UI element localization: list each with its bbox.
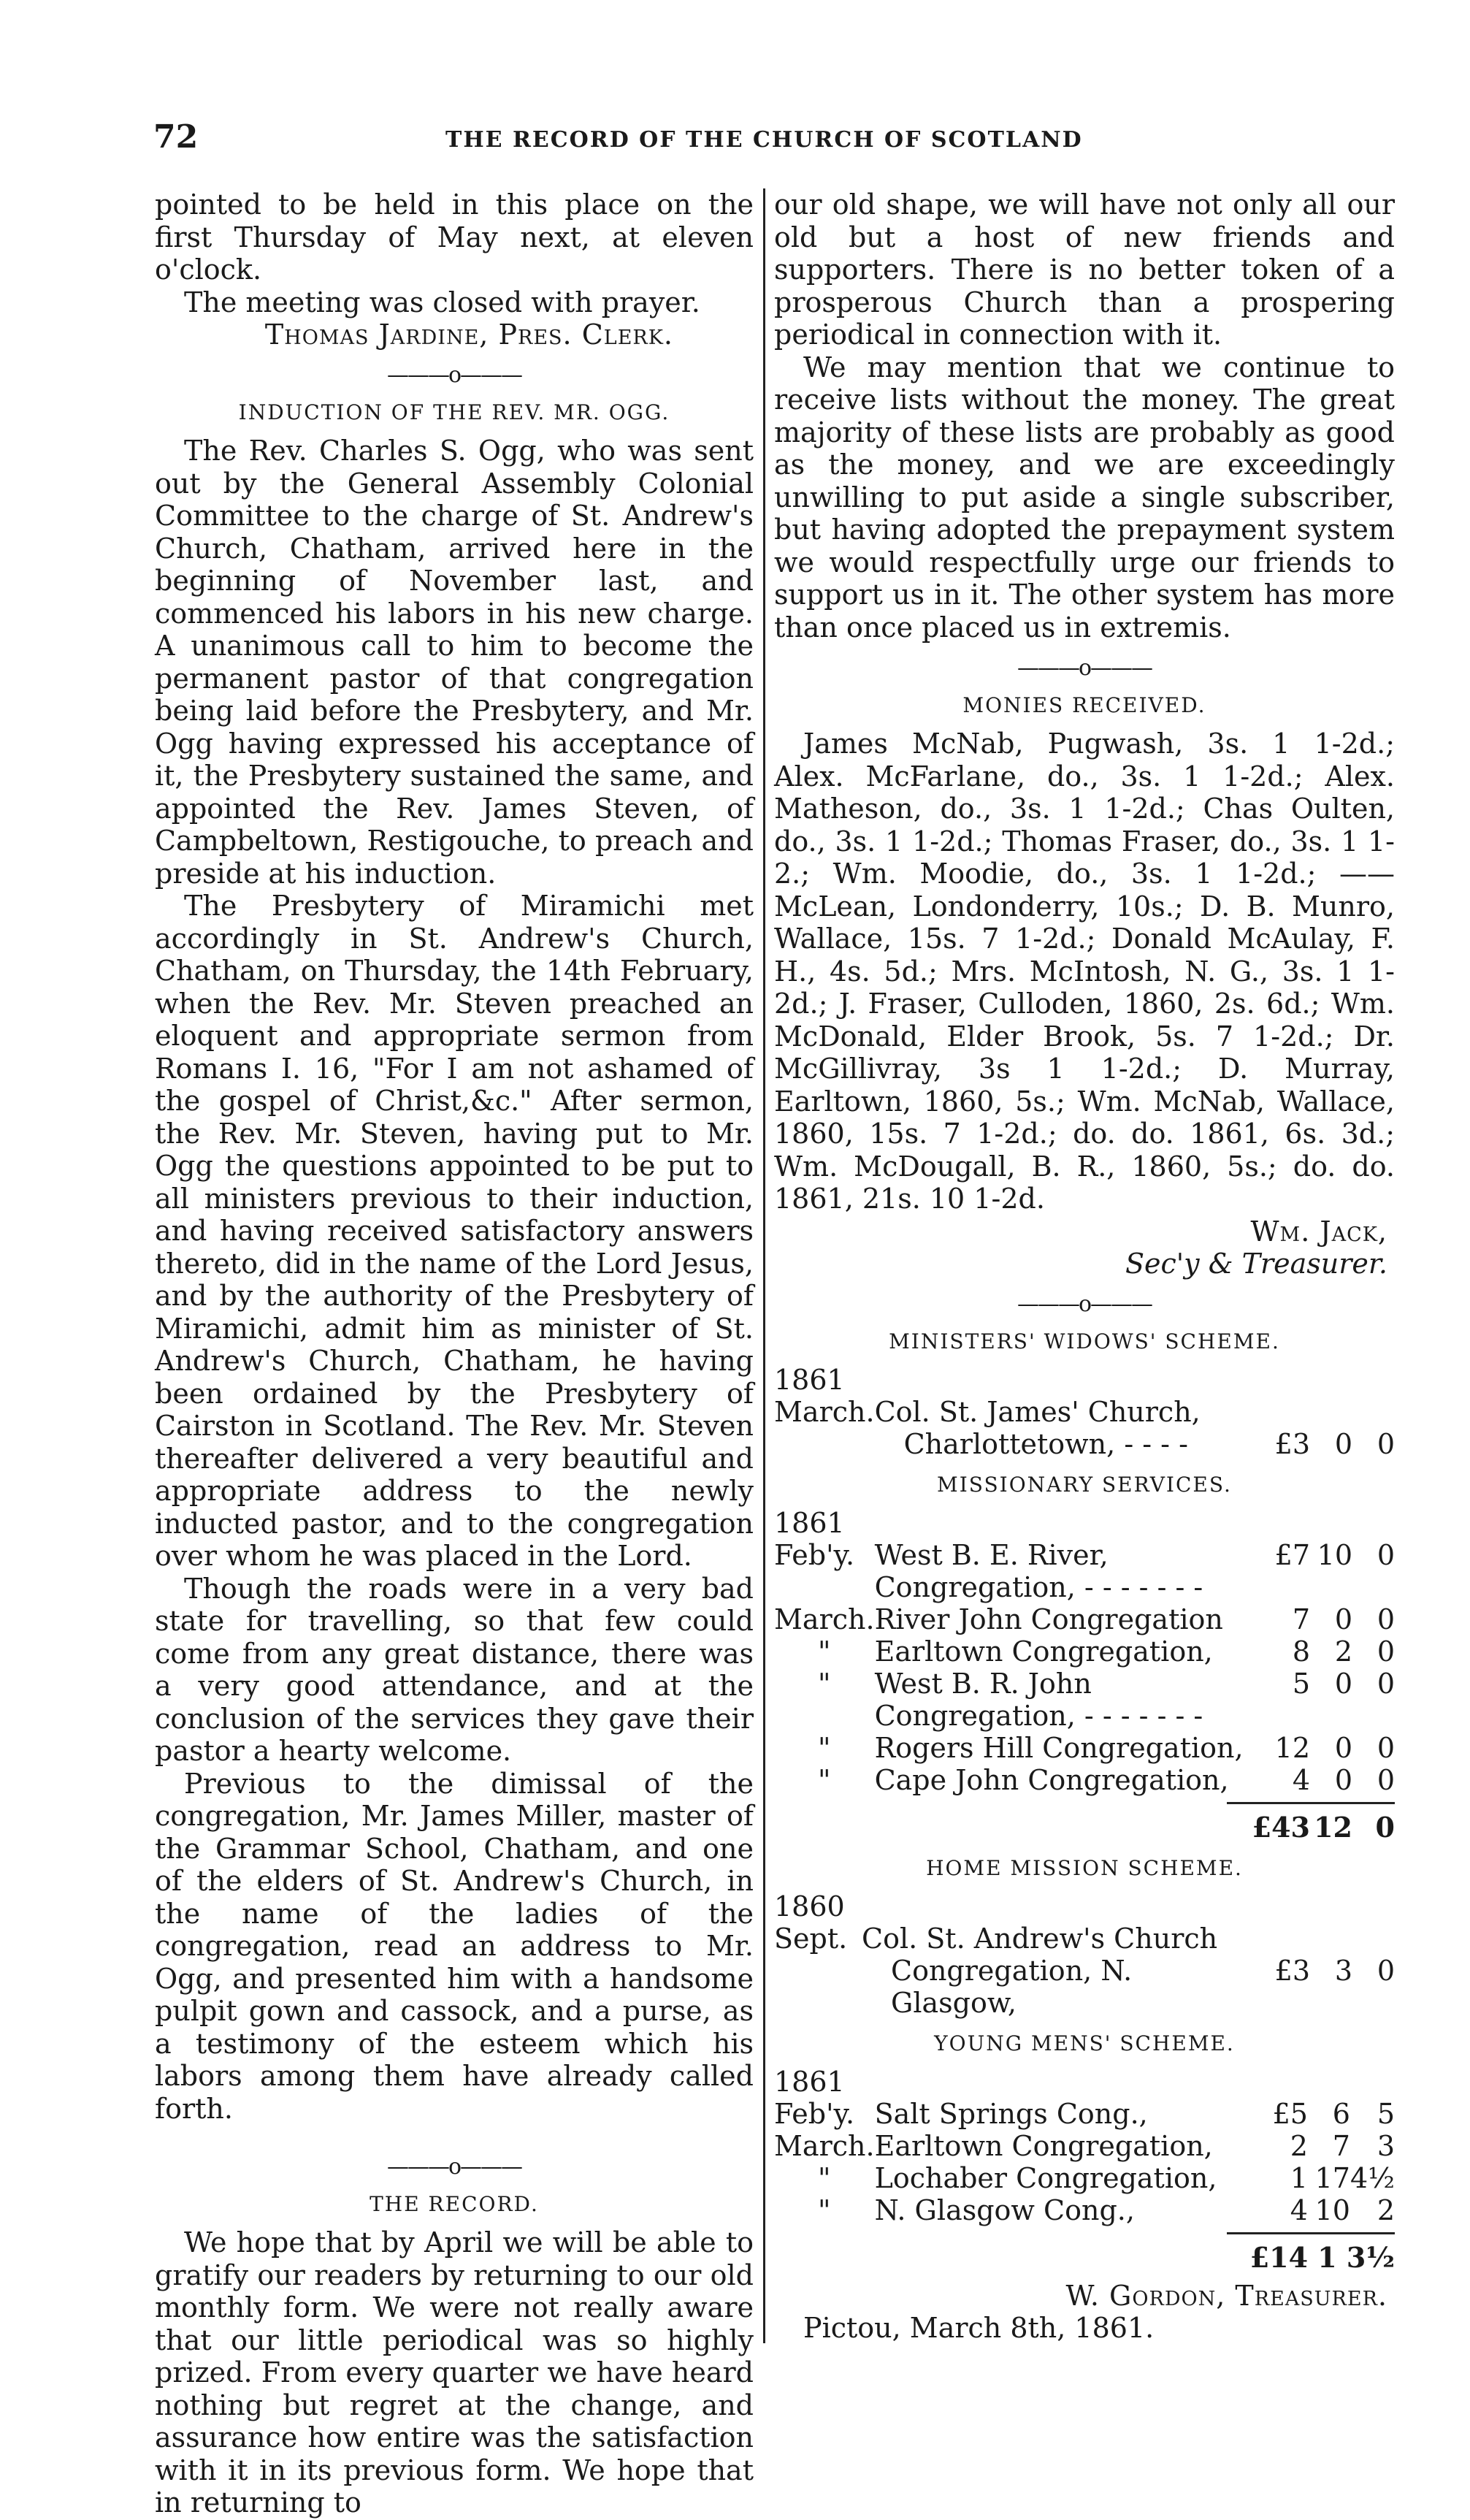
- table-row: [774, 2098, 1395, 2130]
- page-header: [153, 118, 1395, 162]
- section-divider: ———o———: [386, 362, 522, 388]
- pence-cell: 0: [1375, 1810, 1395, 1844]
- month-cell: March.: [774, 1603, 875, 1635]
- missionary-total: [774, 1811, 1395, 1844]
- shillings-cell: 6: [1332, 2097, 1350, 2130]
- signature-jack-title: Sec'y & Treasurer.: [1125, 1247, 1387, 1280]
- desc-cell: Salt Springs Cong.,: [874, 2097, 1148, 2130]
- desc-cell: Charlottetown, - - - -: [903, 1427, 1188, 1460]
- table-row: [774, 1396, 1395, 1428]
- home-mission-table: [774, 1923, 1395, 2019]
- signature-jack-name: Wm. Jack,: [1250, 1215, 1387, 1248]
- pounds-cell: £3: [1274, 1954, 1310, 1987]
- shillings-cell: 2: [1334, 1635, 1352, 1668]
- desc-cell: Cape John Congregation,: [874, 1763, 1229, 1796]
- desc-cell: Col. St. Andrew's Church: [862, 1922, 1218, 1955]
- table-row: [774, 1764, 1395, 1796]
- pence-cell: 3: [1377, 2129, 1395, 2162]
- pounds-cell: 12: [1274, 1731, 1310, 1764]
- missionary-table: [774, 1539, 1395, 1796]
- shillings-cell: 12: [1314, 1810, 1352, 1844]
- signature-gordon: W. Gordon, Treasurer.: [1065, 2279, 1387, 2312]
- year-label: 1861: [774, 1363, 845, 1396]
- table-row: [774, 2194, 1395, 2226]
- pounds-cell: £7: [1274, 1538, 1310, 1571]
- table-row: [774, 1428, 1395, 1460]
- section-divider: ———o———: [1017, 1291, 1152, 1317]
- table-row: [774, 1668, 1395, 1732]
- month-cell: Feb'y.: [774, 2097, 855, 2130]
- table-row: [774, 1635, 1395, 1668]
- heading-widows: MINISTERS' WIDOWS' SCHEME.: [889, 1329, 1280, 1353]
- shillings-cell: 0: [1334, 1603, 1352, 1635]
- paragraph: We may mention that we continue to receive lists without the money. The great majority of these lists are probably as good as the money, and we are exceedingly unwilling to put aside a single subscriber, but having adopted the prepayment system we would respectfully urge our friends to support us in it. The other system has more than once placed us in extremis.: [774, 351, 1395, 644]
- month-cell: ": [818, 1635, 831, 1668]
- table-row: [774, 1732, 1395, 1764]
- month-cell: ": [818, 2193, 831, 2226]
- month-cell: Sept.: [774, 1922, 848, 1955]
- pounds-cell: 5: [1292, 1667, 1310, 1700]
- young-mens-total: £14 1 3½: [1249, 2240, 1395, 2274]
- month-cell: Feb'y.: [774, 1538, 855, 1571]
- month-cell: ": [818, 1731, 831, 1764]
- section-divider: ———o———: [1017, 655, 1152, 681]
- desc-cell: N. Glasgow Cong.,: [874, 2193, 1135, 2226]
- shillings-cell: 0: [1334, 1731, 1352, 1764]
- pence-cell: 0: [1377, 1731, 1395, 1764]
- left-column: [155, 188, 754, 2519]
- pounds-cell: 7: [1292, 1603, 1310, 1635]
- total-row: [774, 1811, 1395, 1844]
- heading-missionary: MISSIONARY SERVICES.: [937, 1472, 1232, 1497]
- right-column: [774, 188, 1395, 2344]
- month-cell: March.: [774, 1395, 875, 1428]
- pence-cell: 0: [1377, 1538, 1395, 1571]
- pounds-cell: £3: [1274, 1427, 1310, 1460]
- young-mens-table: [774, 2098, 1395, 2226]
- shillings-cell: 3: [1334, 1954, 1352, 1987]
- page-number: 72: [153, 118, 199, 156]
- heading-induction: INDUCTION OF THE REV. MR. OGG.: [238, 400, 670, 424]
- desc-cell: West B. E. River, Congregation, - - - - - - -: [874, 1538, 1203, 1603]
- paragraph: our old shape, we will have not only all our old but a host of new friends and supporters. There is no better token of a prosperous Church than a prospering periodical in connection with it.: [774, 188, 1395, 351]
- total-rule: [1227, 2232, 1395, 2234]
- desc-cell: Lochaber Congregation,: [874, 2161, 1217, 2194]
- pence-cell: 5: [1377, 2097, 1395, 2130]
- shillings-cell: 10: [1314, 2193, 1350, 2226]
- section-divider: ———o———: [386, 2154, 522, 2180]
- heading-home-mission: HOME MISSION SCHEME.: [926, 1855, 1243, 1880]
- pounds-cell: 8: [1292, 1635, 1310, 1668]
- monies-list: James McNab, Pugwash, 3s. 1 1-2d.; Alex. McFarlane, do., 3s. 1 1-2d.; Alex. Matheson, do., 3s. 1 1-2d.; Chas Oulten, do., 3s. 1 1-2d.; Thomas Fraser, do., 3s. 1 1-2.; Wm. Moodie, do., 3s. 1 1-2d.; —— McLean, Londonderry, 10s.; D. B. Munro, Wallace, 15s. 7 1-2d.; Donald McAulay, F. H., 4s. 5d.; Mrs. McIntosh, N. G., 3s. 1 1-2d.; J. Fraser, Culloden, 1860, 2s. 6d.; Wm. McDonald, Elder Brook, 5s. 7 1-2d.; Dr. McGillivray, 3s 1 1-2d.; D. Murray, Earltown, 1860, 5s.; Wm. McNab, Wallace, 1860, 15s. 7 1-2d.; do. do. 1861, 6s. 3d.; Wm. McDougall, B. R., 1860, 5s.; do. do. 1861, 21s. 10 1-2d.: [774, 728, 1395, 1215]
- pence-cell: 0: [1377, 1427, 1395, 1460]
- pence-cell: 0: [1377, 1603, 1395, 1635]
- paragraph: The Presbytery of Miramichi met accordingly in St. Andrew's Church, Chatham, on Thursday, the 14th February, when the Rev. Mr. Steven preached an eloquent and appropriate sermon from Romans I. 16, "For I am not ashamed of the gospel of Christ,&c." After sermon, the Rev. Mr. Steven, having put to Mr. Ogg the questions appointed to be put to all ministers previous to their induction, and having received satisfactory answers thereto, did in the name of the Lord Jesus, and by the authority of the Presbytery of Miramichi, admit him as minister of St. Andrew's Church, Chatham, he having been ordained by the Presbytery of Cairston in Scotland. The Rev. Mr. Steven thereafter delivered a very beautiful and appropriate address to the newly inducted pastor, and to the congregation over whom he was placed in the Lord.: [155, 890, 754, 1572]
- pence-cell: 2: [1377, 2193, 1395, 2226]
- pence-cell: 4½: [1350, 2161, 1395, 2194]
- shillings-cell: 0: [1334, 1427, 1352, 1460]
- pounds-cell: 1: [1290, 2161, 1308, 2194]
- pounds-cell: 2: [1290, 2129, 1308, 2162]
- dateline: Pictou, March 8th, 1861.: [803, 2311, 1155, 2344]
- month-cell: ": [818, 1667, 831, 1700]
- desc-cell: Rogers Hill Congregation,: [874, 1731, 1244, 1764]
- desc-cell: Earltown Congregation,: [874, 2129, 1213, 2162]
- paragraph: We hope that by April we will be able to gratify our readers by returning to our old monthly form. We were not really aware that our little periodical was so highly prized. From every quarter we have heard nothing but regret at the change, and assurance how entire was the satisfaction with it in its previous form. We hope that in returning to: [155, 2226, 754, 2519]
- table-row: [774, 2130, 1395, 2162]
- shillings-cell: 0: [1334, 1763, 1352, 1796]
- table-row: [774, 2162, 1395, 2194]
- heading-record: THE RECORD.: [370, 2192, 539, 2216]
- table-row: [774, 1539, 1395, 1603]
- year-label: 1861: [774, 1506, 845, 1539]
- shillings-cell: 10: [1317, 1538, 1352, 1571]
- pence-cell: 0: [1377, 1954, 1395, 1987]
- desc-cell: West B. R. John Congregation, - - - - - - -: [874, 1667, 1203, 1732]
- desc-cell: Col. St. James' Church,: [874, 1395, 1201, 1428]
- paragraph: The meeting was closed with prayer.: [184, 286, 700, 318]
- month-cell: ": [818, 1763, 831, 1796]
- paragraph: Though the roads were in a very bad state for travelling, so that few could come from any great distance, there was a very good attendance, and at the conclusion of the services they gave their pastor a hearty welcome.: [155, 1572, 754, 1767]
- year-label: 1861: [774, 2065, 845, 2098]
- pounds-cell: £5: [1272, 2097, 1308, 2130]
- shillings-cell: 17: [1314, 2161, 1350, 2194]
- month-cell: ": [818, 2161, 831, 2194]
- signature-jardine: Thomas Jardine, Pres. Clerk.: [264, 318, 673, 351]
- table-row: [774, 1923, 1395, 1955]
- pounds-cell: 4: [1292, 1763, 1310, 1796]
- table-row: [774, 1603, 1395, 1635]
- shillings-cell: 0: [1334, 1667, 1352, 1700]
- paragraph: pointed to be held in this place on the first Thursday of May next, at eleven o'clock.: [155, 188, 754, 286]
- pence-cell: 0: [1377, 1635, 1395, 1668]
- desc-cell: River John Congregation: [874, 1603, 1223, 1635]
- paragraph: Previous to the dimissal of the congregation, Mr. James Miller, master of the Grammar School, Chatham, and one of the elders of St. Andrew's Church, in the name of the ladies of the congregation, read an address to Mr. Ogg, and presented him with a handsome pulpit gown and cassock, and a purse, as a testimony of the esteem which his labors among them have already called forth.: [155, 1767, 754, 2125]
- desc-cell: Congregation, N. Glasgow,: [891, 1954, 1133, 2019]
- column-divider: [763, 188, 765, 2343]
- running-title: THE RECORD OF THE CHURCH OF SCOTLAND: [445, 127, 1083, 153]
- pounds-cell: £43: [1252, 1810, 1310, 1844]
- pence-cell: 0: [1377, 1763, 1395, 1796]
- widows-table: [774, 1396, 1395, 1460]
- month-cell: March.: [774, 2129, 875, 2162]
- heading-monies: MONIES RECEIVED.: [962, 693, 1206, 717]
- shillings-cell: 7: [1332, 2129, 1350, 2162]
- heading-young-mens: YOUNG MENS' SCHEME.: [934, 2031, 1235, 2055]
- year-label: 1860: [774, 1890, 845, 1923]
- table-row: [774, 1955, 1395, 2019]
- total-rule: [1227, 1802, 1395, 1804]
- desc-cell: Earltown Congregation,: [874, 1635, 1213, 1668]
- pounds-cell: 4: [1290, 2193, 1308, 2226]
- paragraph: The Rev. Charles S. Ogg, who was sent out by the General Assembly Colonial Committee to the charge of St. Andrew's Church, Chatham, arrived here in the beginning of November last, and commenced his labors in his new charge. A unanimous call to him to become the permanent pastor of that congregation being laid before the Presbytery, and Mr. Ogg having expressed his acceptance of it, the Presbytery sustained the same, and appointed the Rev. James Steven, of Campbeltown, Restigouche, to preach and preside at his induction.: [155, 435, 754, 890]
- pence-cell: 0: [1377, 1667, 1395, 1700]
